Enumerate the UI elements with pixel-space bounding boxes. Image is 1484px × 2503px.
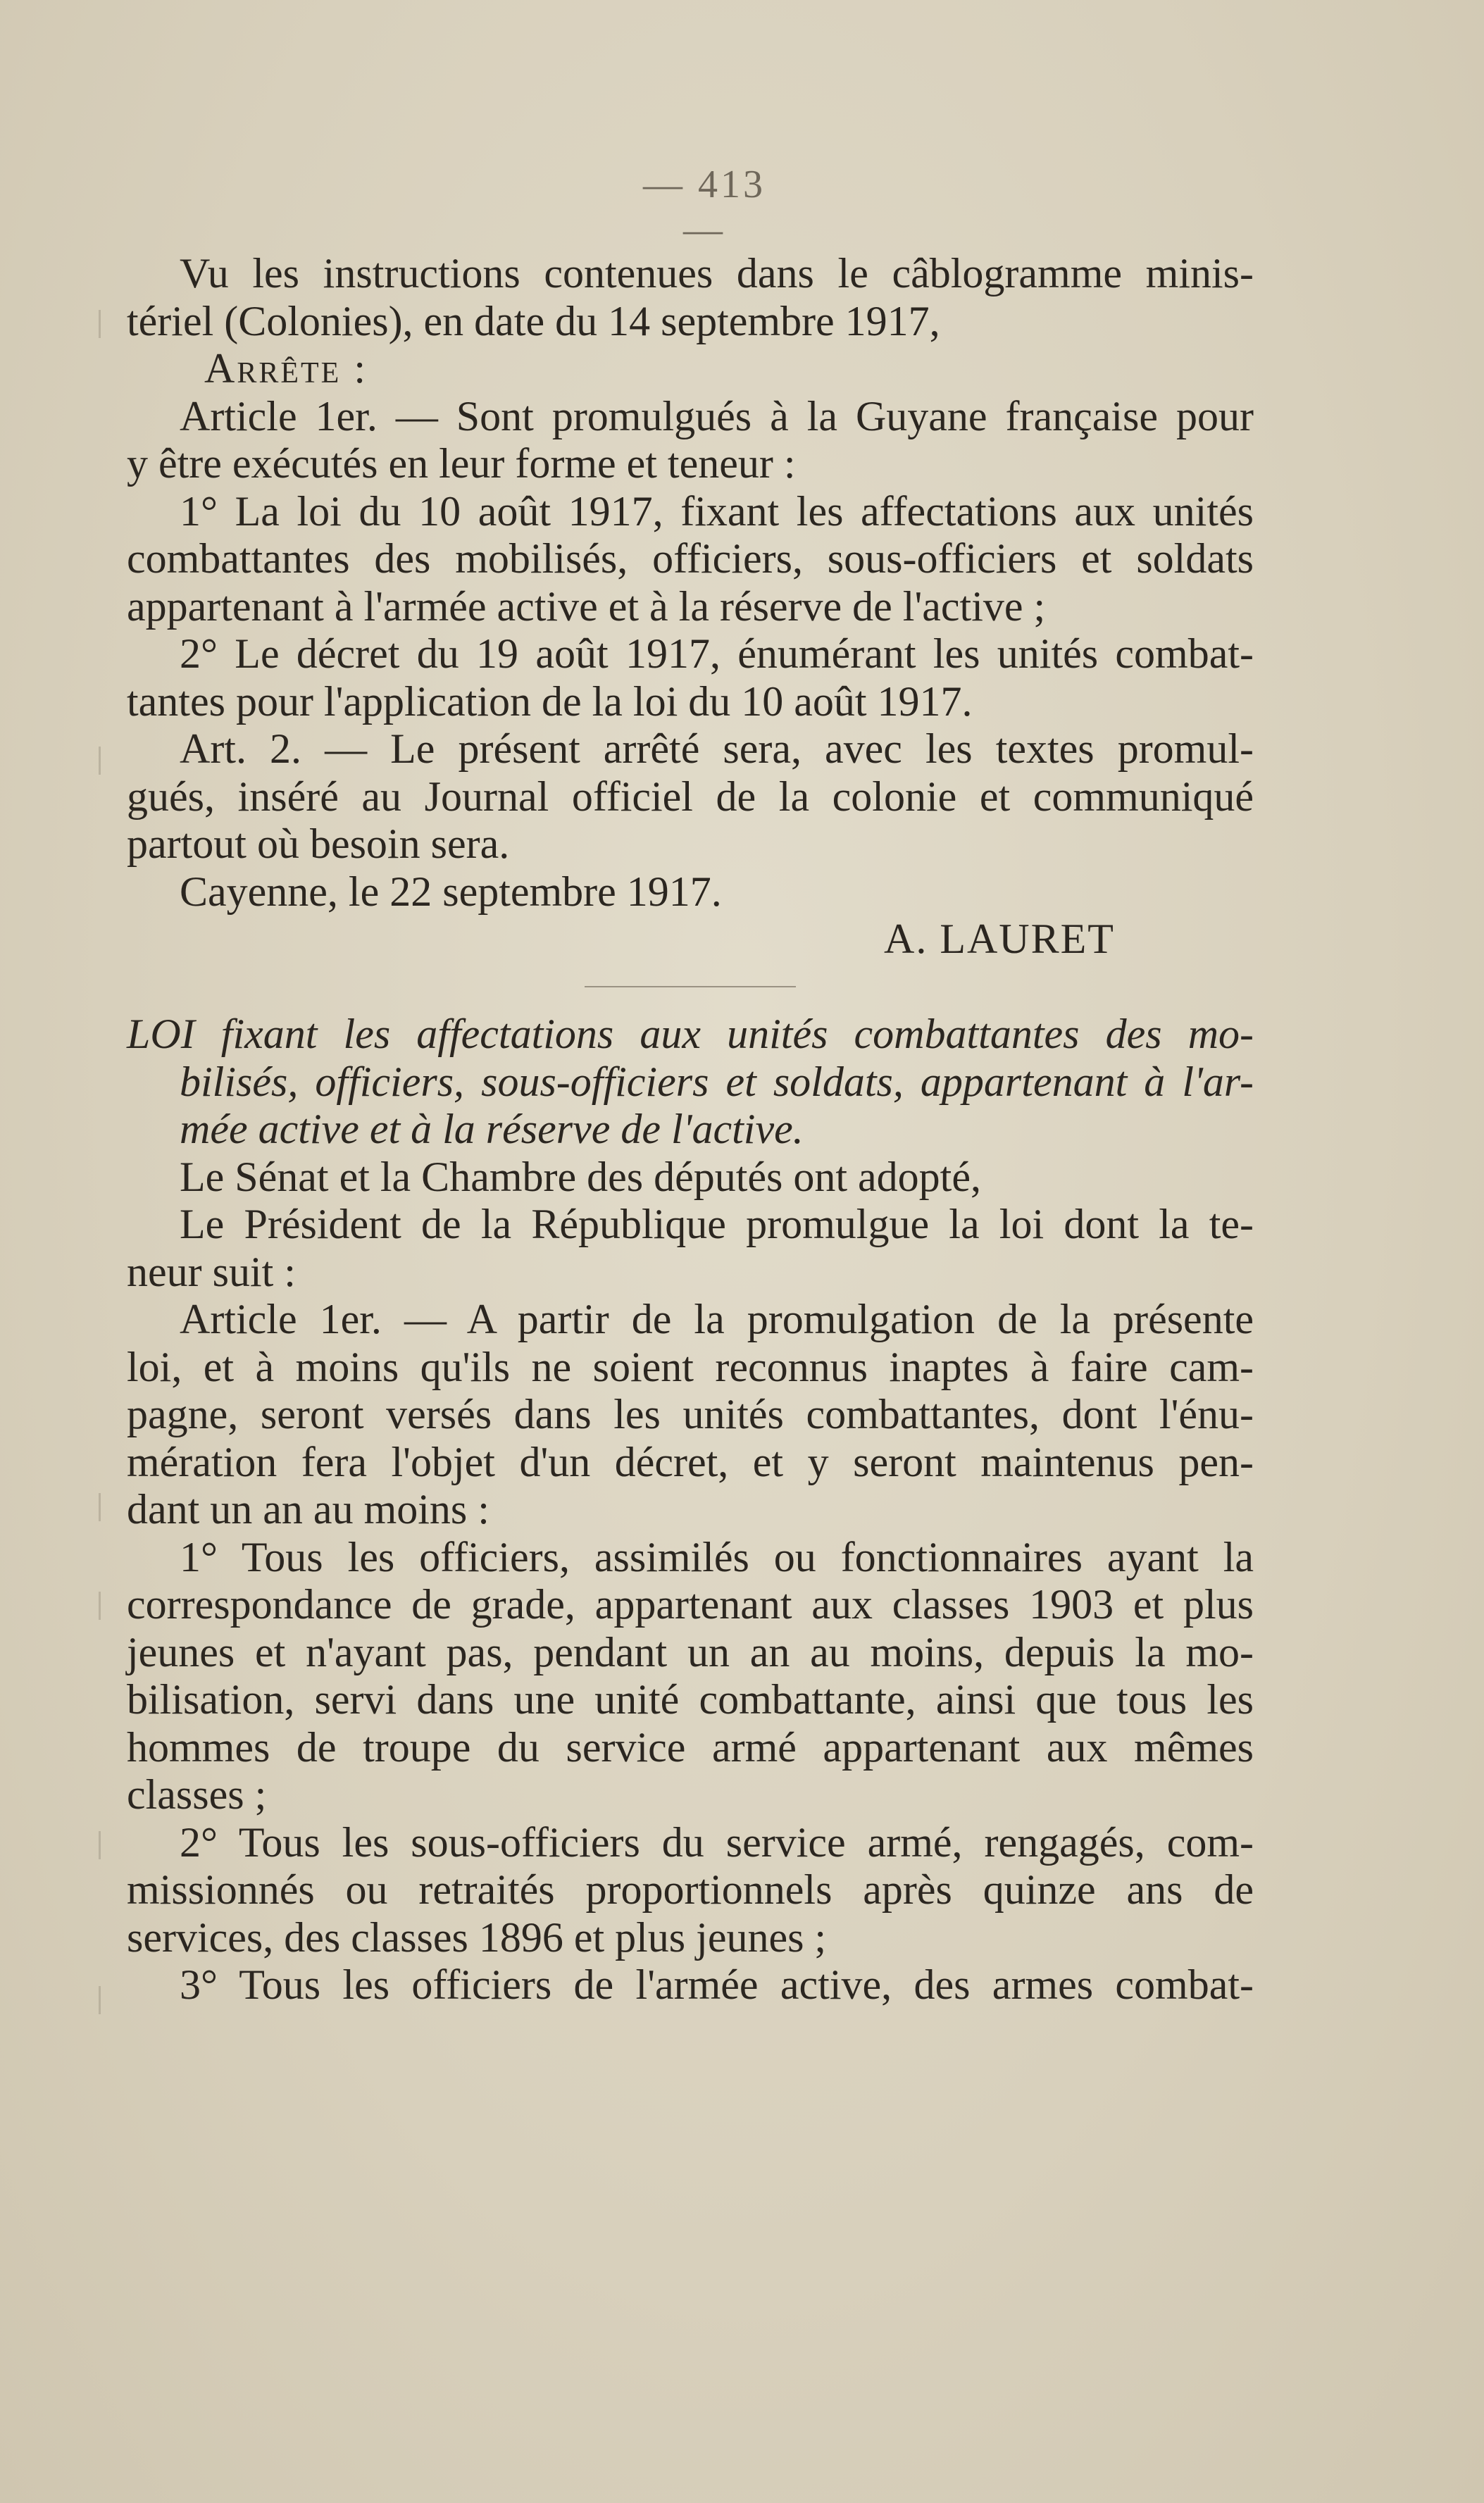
- text-line: 1° La loi du 10 août 1917, fixant les affectations aux unités: [180, 487, 1254, 535]
- text-line: A. LAURET: [884, 916, 1115, 962]
- text-line: Article 1er. — Sont promulgués à la Guyane française pour: [180, 392, 1254, 439]
- text-line: y être exécutés en leur forme et teneur :: [127, 440, 796, 487]
- text-line: tantes pour l'application de la loi du 10 août 1917.: [127, 678, 973, 725]
- text-line: 1° Tous les officiers, assimilés ou fonctionnaires ayant la: [180, 1533, 1254, 1580]
- text-line: correspondance de grade, appartenant aux classes 1903 et plus: [127, 1581, 1254, 1628]
- text-line: Vu les instructions contenues dans le câblogramme minis-: [180, 250, 1254, 297]
- margin-mark: [99, 1831, 101, 1859]
- text-line: missionnés ou retraités proportionnels après quinze ans de: [127, 1866, 1254, 1913]
- text-line: 3° Tous les officiers de l'armée active, des armes combat-: [180, 1961, 1254, 2008]
- text-line: hommes de troupe du service armé appartenant aux mêmes: [127, 1723, 1254, 1771]
- margin-mark: [99, 1592, 101, 1620]
- text-line: LOI fixant les affectations aux unités combattantes des mo-: [127, 1011, 1254, 1057]
- text-line: mée active et à la réserve de l'active.: [180, 1106, 804, 1152]
- text-line: mération fera l'objet d'un décret, et y seront maintenus pen-: [127, 1438, 1254, 1485]
- margin-mark: [99, 1493, 101, 1521]
- text-line: loi, et à moins qu'ils ne soient reconnus inaptes à faire cam-: [127, 1343, 1254, 1390]
- text-line: services, des classes 1896 et plus jeunes ;: [127, 1914, 827, 1961]
- text-line: partout où besoin sera.: [127, 820, 510, 867]
- margin-mark: [99, 1986, 101, 2014]
- text-line: dant un an au moins :: [127, 1486, 490, 1533]
- text-line: 2° Le décret du 19 août 1917, énumérant les unités combat-: [180, 630, 1254, 677]
- margin-marks: [92, 296, 113, 2127]
- text-line: pagne, seront versés dans les unités combattantes, dont l'énu-: [127, 1391, 1254, 1437]
- text-line: Arrête :: [204, 345, 368, 392]
- section-divider: [127, 963, 1254, 1011]
- text-line: tériel (Colonies), en date du 14 septembre 1917,: [127, 297, 940, 344]
- text-line: Cayenne, le 22 septembre 1917.: [180, 868, 722, 915]
- margin-mark: [99, 310, 101, 338]
- text-line: classes ;: [127, 1771, 267, 1818]
- text-line: Le Sénat et la Chambre des députés ont adopté,: [180, 1153, 981, 1200]
- text-line: bilisation, servi dans une unité combattante, ainsi que tous les: [127, 1676, 1254, 1723]
- margin-mark: [99, 747, 101, 775]
- text-line: 2° Tous les sous-officiers du service armé, rengagés, com-: [180, 1818, 1254, 1866]
- text-line: bilisés, officiers, sous-officiers et soldats, appartenant à l'ar-: [180, 1058, 1254, 1105]
- text-line: appartenant à l'armée active et à la réserve de l'active ;: [127, 582, 1046, 630]
- text-line: jeunes et n'ayant pas, pendant un an au moins, depuis la mo-: [127, 1628, 1254, 1675]
- page-number: — 413 —: [643, 163, 766, 251]
- text-line: Article 1er. — A partir de la promulgation de la présente: [180, 1296, 1254, 1342]
- text-line: gués, inséré au Journal officiel de la colonie et communiqué: [127, 773, 1254, 820]
- text-line: combattantes des mobilisés, officiers, sous-officiers et soldats: [127, 535, 1254, 582]
- text-line: neur suit :: [127, 1248, 296, 1295]
- text-column: [127, 250, 1254, 2009]
- text-line: Art. 2. — Le présent arrêté sera, avec les textes promul-: [180, 725, 1254, 772]
- text-line: Le Président de la République promulgue la loi dont la te-: [180, 1201, 1254, 1247]
